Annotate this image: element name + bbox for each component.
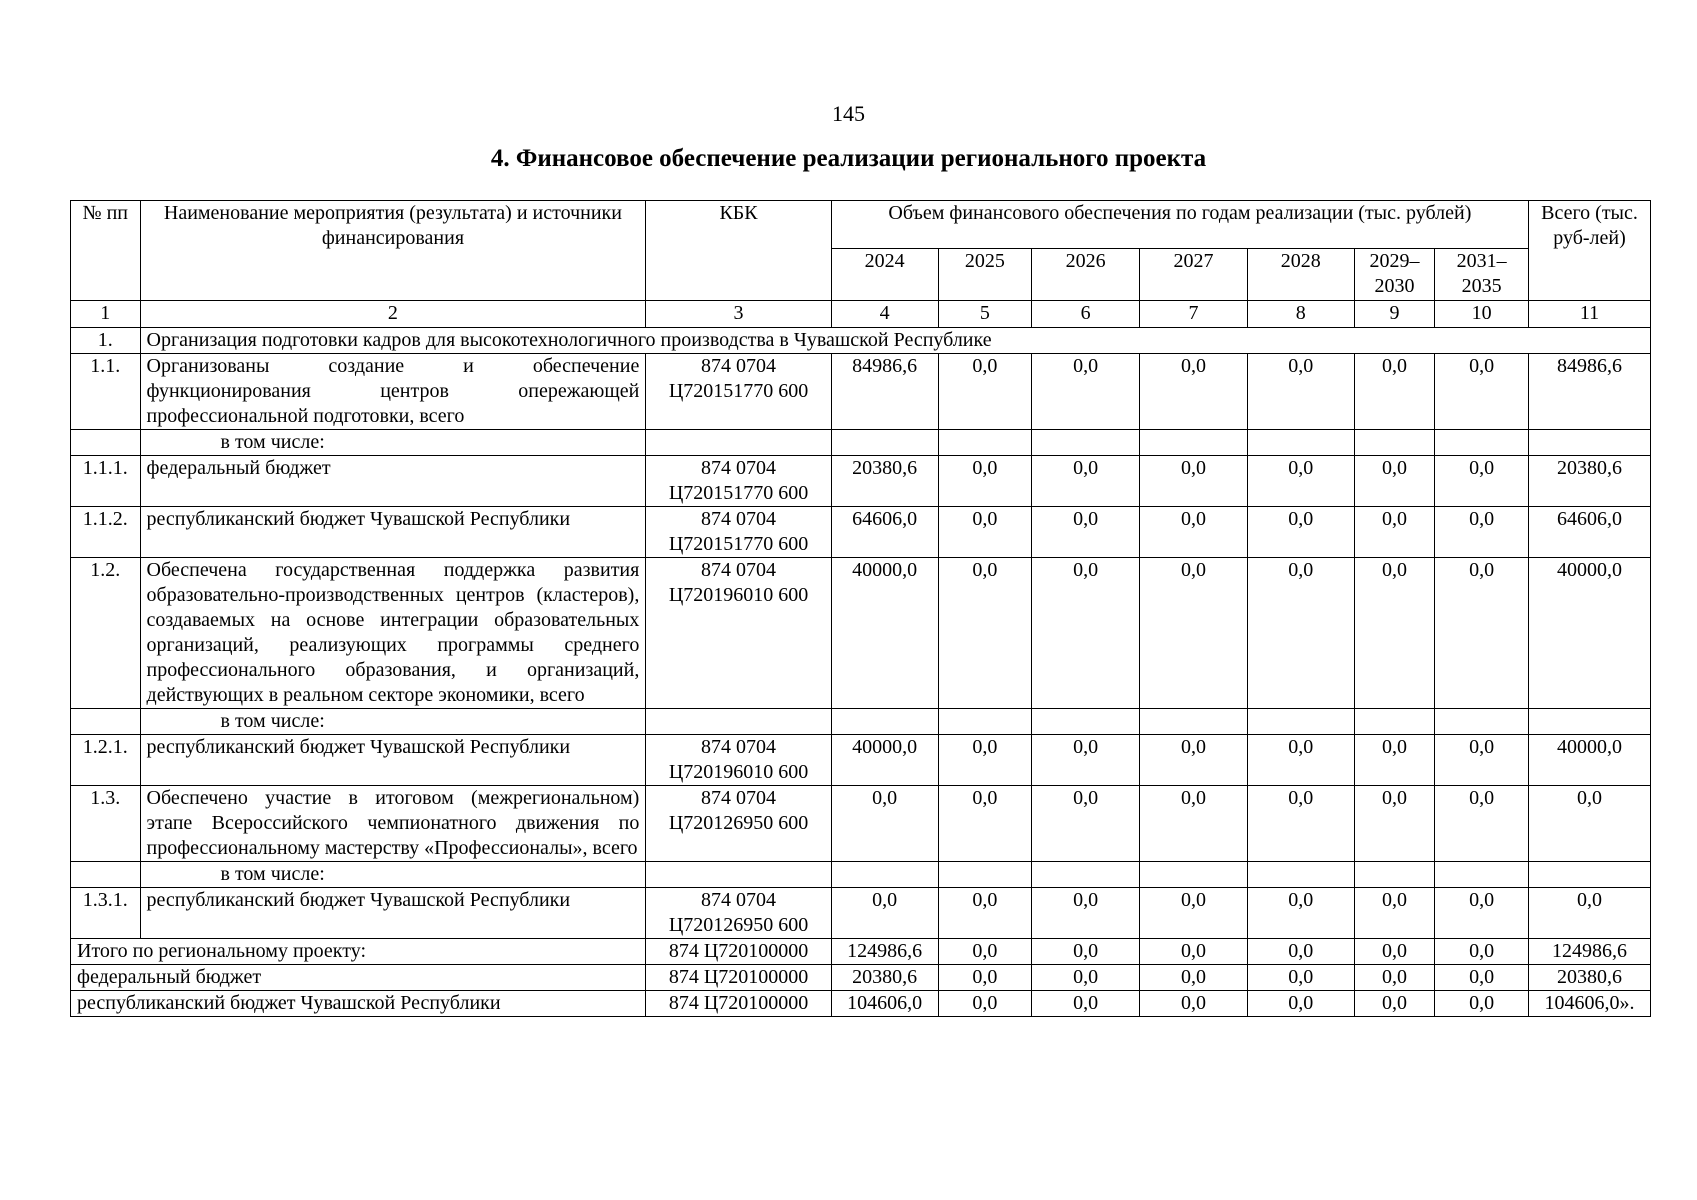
row-value: 0,0 [1032,558,1140,709]
row-value [1435,430,1529,456]
table-row [71,786,1651,862]
table-body [71,301,1651,1017]
row-value: 64606,0 [1529,507,1651,558]
total-value: 124986,6 [1529,939,1651,965]
row-value [1032,862,1140,888]
column-number: 3 [646,301,831,328]
row-value [1354,709,1435,735]
row-value [1140,430,1248,456]
total-kbk: 874 Ц720100000 [646,939,831,965]
total-row [71,939,1651,965]
row-value [1529,430,1651,456]
column-numbers-row [71,301,1651,328]
row-value: 0,0 [938,507,1032,558]
column-number: 2 [140,301,646,328]
row-value [1529,709,1651,735]
row-value: 84986,6 [1529,354,1651,430]
row-value [1529,862,1651,888]
total-name: Итого по региональному проекту: [71,939,646,965]
row-value: 0,0 [938,456,1032,507]
total-value: 20380,6 [831,965,938,991]
total-value: 20380,6 [1529,965,1651,991]
row-value: 40000,0 [831,558,938,709]
total-value: 0,0 [1435,965,1529,991]
row-value: 0,0 [1247,888,1354,939]
total-value: 0,0 [1435,991,1529,1017]
section-row [71,328,1651,354]
row-kbk: 874 0704 Ц720151770 600 [646,456,831,507]
row-value: 0,0 [1140,786,1248,862]
total-value: 104606,0». [1529,991,1651,1017]
total-value: 0,0 [1247,991,1354,1017]
total-row [71,991,1651,1017]
header-year: 2031–2035 [1435,249,1529,301]
table-row [71,354,1651,430]
total-value: 0,0 [1140,939,1248,965]
row-value [831,862,938,888]
header-year: 2024 [831,249,938,301]
row-no: 1.1.2. [71,507,141,558]
row-no: 1.3. [71,786,141,862]
row-name: в том числе: [140,709,646,735]
row-kbk: 874 0704 Ц720126950 600 [646,888,831,939]
total-kbk: 874 Ц720100000 [646,965,831,991]
row-value: 0,0 [938,786,1032,862]
row-value: 0,0 [938,354,1032,430]
row-value: 0,0 [1247,558,1354,709]
total-value: 0,0 [1435,939,1529,965]
total-name: федеральный бюджет [71,965,646,991]
row-value: 0,0 [1354,888,1435,939]
table-row [71,735,1651,786]
row-value: 0,0 [1529,888,1651,939]
row-value [831,709,938,735]
header-no: № пп [71,201,141,301]
column-number: 9 [1354,301,1435,328]
header-year: 2028 [1247,249,1354,301]
total-value: 0,0 [938,965,1032,991]
table-row [71,888,1651,939]
row-value [831,430,938,456]
row-no: 1.2. [71,558,141,709]
table-row [71,558,1651,709]
row-no [71,430,141,456]
row-value: 0,0 [1140,456,1248,507]
total-value: 0,0 [1247,965,1354,991]
row-name: в том числе: [140,862,646,888]
row-name: республиканский бюджет Чувашской Республики [140,888,646,939]
row-value [1354,430,1435,456]
header-kbk: КБК [646,201,831,301]
row-value: 84986,6 [831,354,938,430]
row-value: 0,0 [938,558,1032,709]
total-kbk: 874 Ц720100000 [646,991,831,1017]
row-no [71,862,141,888]
row-name: Обеспечено участие в итоговом (межрегиональном) этапе Всероссийского чемпионатного движения по профессиональному мастерству «Профессионалы», всего [140,786,646,862]
row-value: 0,0 [1354,507,1435,558]
row-value: 40000,0 [1529,558,1651,709]
row-value: 0,0 [1354,456,1435,507]
row-value: 0,0 [1435,735,1529,786]
row-value: 0,0 [1247,456,1354,507]
row-value [938,709,1032,735]
row-value: 0,0 [1354,786,1435,862]
total-value: 0,0 [1354,965,1435,991]
row-kbk: 874 0704 Ц720196010 600 [646,558,831,709]
row-value [1247,709,1354,735]
row-value: 0,0 [1140,507,1248,558]
row-kbk [646,430,831,456]
row-value: 20380,6 [1529,456,1651,507]
row-value: 20380,6 [831,456,938,507]
header-volume: Объем финансового обеспечения по годам реализации (тыс. рублей) [831,201,1528,249]
row-value: 0,0 [1032,507,1140,558]
column-number: 7 [1140,301,1248,328]
column-number: 10 [1435,301,1529,328]
row-kbk: 874 0704 Ц720126950 600 [646,786,831,862]
total-value: 0,0 [1247,939,1354,965]
row-value: 0,0 [831,786,938,862]
row-value [1354,862,1435,888]
table-row [71,862,1651,888]
total-value: 0,0 [1140,991,1248,1017]
row-value: 0,0 [1354,735,1435,786]
header-year: 2025 [938,249,1032,301]
row-value: 0,0 [1435,558,1529,709]
row-value [1032,709,1140,735]
row-value: 0,0 [938,888,1032,939]
row-no: 1.1. [71,354,141,430]
row-value: 0,0 [1354,558,1435,709]
row-value: 0,0 [1435,354,1529,430]
row-value: 0,0 [1529,786,1651,862]
page-title: 4. Финансовое обеспечение реализации регионального проекта [490,145,1207,172]
row-value [1435,709,1529,735]
table-row [71,456,1651,507]
row-value: 0,0 [831,888,938,939]
column-number: 11 [1529,301,1651,328]
header-name: Наименование мероприятия (результата) и источники финансирования [140,201,646,301]
row-kbk: 874 0704 Ц720151770 600 [646,354,831,430]
row-name: республиканский бюджет Чувашской Республики [140,507,646,558]
total-value: 104606,0 [831,991,938,1017]
total-value: 0,0 [1032,939,1140,965]
row-value: 0,0 [1032,354,1140,430]
row-kbk [646,709,831,735]
row-value: 0,0 [1247,507,1354,558]
financing-table [70,200,1651,1017]
section-name: Организация подготовки кадров для высокотехнологичного производства в Чувашской Республике [140,328,1650,354]
row-value: 0,0 [1247,786,1354,862]
row-value: 0,0 [1032,786,1140,862]
row-value [1435,862,1529,888]
row-no: 1.1.1. [71,456,141,507]
row-value: 0,0 [1032,456,1140,507]
row-kbk: 874 0704 Ц720196010 600 [646,735,831,786]
total-name: республиканский бюджет Чувашской Республики [71,991,646,1017]
row-name: Организованы создание и обеспечение функционирования центров опережающей профессиональной подготовки, всего [140,354,646,430]
row-no: 1.2.1. [71,735,141,786]
column-number: 1 [71,301,141,328]
row-value: 0,0 [1435,888,1529,939]
row-value: 0,0 [938,735,1032,786]
total-value: 0,0 [1354,939,1435,965]
header-year: 2026 [1032,249,1140,301]
row-value: 0,0 [1032,888,1140,939]
page-number: 145 [832,101,865,126]
table-row [71,430,1651,456]
header-year: 2029–2030 [1354,249,1435,301]
row-value: 0,0 [1435,786,1529,862]
total-value: 0,0 [1032,965,1140,991]
row-value: 0,0 [1140,888,1248,939]
section-no: 1. [71,328,141,354]
row-value [1140,862,1248,888]
row-value [1140,709,1248,735]
table-row [71,507,1651,558]
row-value: 40000,0 [831,735,938,786]
column-number: 5 [938,301,1032,328]
row-name: в том числе: [140,430,646,456]
column-number: 8 [1247,301,1354,328]
column-number: 4 [831,301,938,328]
row-name: Обеспечена государственная поддержка развития образовательно-производственных центров (кластеров), создаваемых на основе интеграции образовательных организаций, реализующих программы среднего профессионального образования, и организаций, действующих в реальном секторе экономики, всего [140,558,646,709]
total-value: 0,0 [1140,965,1248,991]
total-value: 124986,6 [831,939,938,965]
row-value [938,430,1032,456]
row-no [71,709,141,735]
row-value [1032,430,1140,456]
total-row [71,965,1651,991]
row-value: 0,0 [1247,735,1354,786]
column-number: 6 [1032,301,1140,328]
row-no: 1.3.1. [71,888,141,939]
row-value [1247,430,1354,456]
row-value [938,862,1032,888]
row-value: 0,0 [1435,507,1529,558]
total-value: 0,0 [1032,991,1140,1017]
row-value: 0,0 [1140,735,1248,786]
row-value: 0,0 [1140,354,1248,430]
row-name: федеральный бюджет [140,456,646,507]
total-value: 0,0 [938,939,1032,965]
row-kbk [646,862,831,888]
row-kbk: 874 0704 Ц720151770 600 [646,507,831,558]
table-row [71,709,1651,735]
header-year: 2027 [1140,249,1248,301]
row-value: 0,0 [1140,558,1248,709]
row-value [1247,862,1354,888]
row-value: 0,0 [1354,354,1435,430]
row-name: республиканский бюджет Чувашской Республики [140,735,646,786]
row-value: 40000,0 [1529,735,1651,786]
row-value: 0,0 [1435,456,1529,507]
header-total: Всего (тыс. руб-лей) [1529,201,1651,301]
row-value: 64606,0 [831,507,938,558]
row-value: 0,0 [1247,354,1354,430]
total-value: 0,0 [938,991,1032,1017]
row-value: 0,0 [1032,735,1140,786]
total-value: 0,0 [1354,991,1435,1017]
